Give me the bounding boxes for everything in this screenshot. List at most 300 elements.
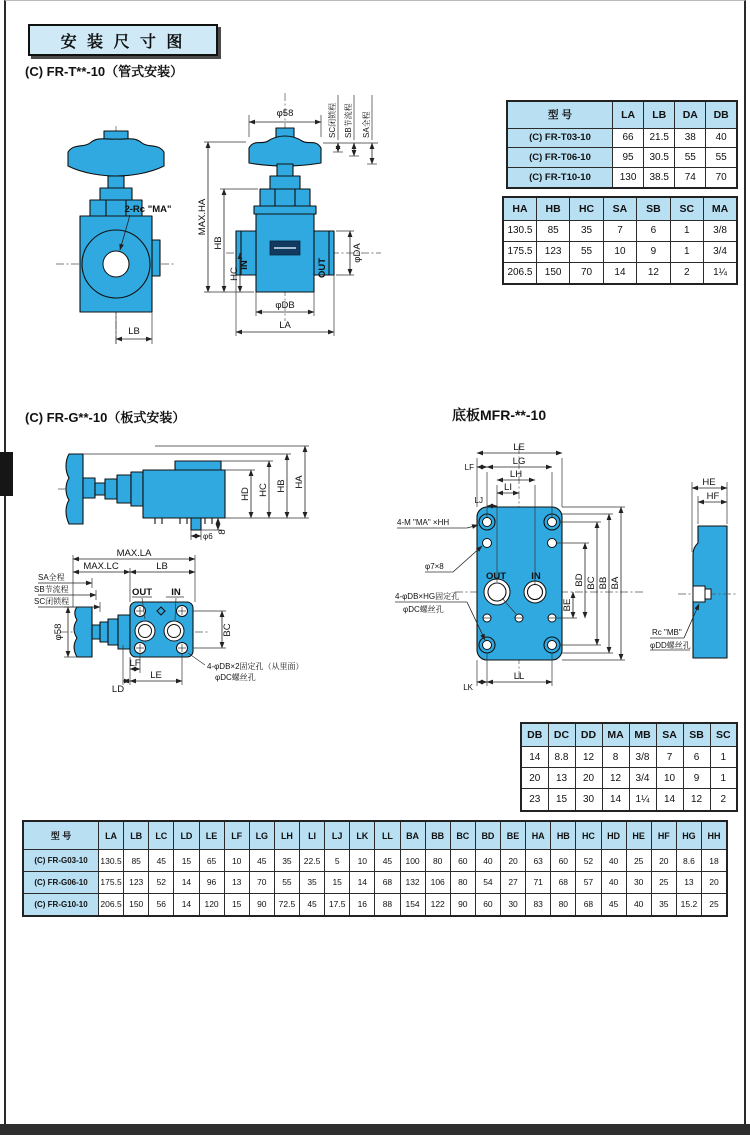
value-cell: 15 — [224, 893, 249, 916]
dim-label-la: LA — [279, 320, 291, 331]
dim-label-lk: LK — [463, 683, 473, 692]
fixing-hole-note-2: φDC螺丝孔 — [403, 605, 444, 614]
page-title — [28, 24, 218, 56]
value-cell: 74 — [675, 167, 706, 188]
column-header: HC — [576, 821, 601, 850]
value-cell: 95 — [613, 148, 644, 168]
stem-1 — [92, 625, 100, 639]
table-row — [23, 871, 727, 893]
stem-1 — [95, 483, 105, 495]
value-cell: 14 — [603, 262, 636, 284]
value-cell: 45 — [601, 893, 626, 916]
value-cell: 20 — [651, 850, 676, 872]
value-cell: 35 — [651, 893, 676, 916]
column-header: LB — [644, 101, 675, 128]
value-cell: 6 — [637, 220, 670, 241]
table-row — [521, 768, 737, 789]
stroke-label-sb: SB节流程 — [34, 585, 69, 594]
value-cell: 40 — [706, 128, 737, 148]
value-cell: 70 — [249, 871, 274, 893]
value-cell: 1¼ — [629, 789, 656, 811]
value-cell: 57 — [576, 871, 601, 893]
frt-model-table — [506, 100, 738, 189]
dim-label-8: 8 — [217, 529, 228, 535]
dim-label-ha: HA — [294, 475, 305, 489]
column-header: MB — [629, 723, 656, 747]
valve-body — [66, 454, 225, 530]
dim-label-ba: BA — [610, 576, 621, 590]
model-cell: (C) FR-T03-10 — [507, 128, 613, 148]
locating-pin — [191, 518, 201, 530]
column-header: HD — [601, 821, 626, 850]
value-cell: 14 — [174, 871, 199, 893]
value-cell: 120 — [199, 893, 224, 916]
value-cell: 40 — [626, 893, 651, 916]
value-cell: 80 — [450, 871, 475, 893]
table-row — [507, 167, 737, 188]
column-header: BA — [400, 821, 425, 850]
value-cell: 1 — [670, 220, 703, 241]
column-header: LA — [99, 821, 124, 850]
dim-label-bb: BB — [598, 576, 609, 590]
value-cell: 45 — [300, 893, 325, 916]
column-header: HG — [676, 821, 701, 850]
stem-3 — [117, 475, 131, 503]
column-header: SC — [670, 197, 703, 220]
port-thread-note: 2-Rc "MA" — [124, 204, 172, 215]
value-cell: 30 — [501, 893, 526, 916]
value-cell: 9 — [637, 241, 670, 262]
value-cell: 55 — [274, 871, 299, 893]
port-label-in: IN — [239, 260, 250, 270]
page-bottom-rule — [0, 1124, 750, 1135]
mfr-side-view-drawing — [650, 440, 742, 700]
value-cell: 122 — [425, 893, 450, 916]
column-header: LK — [350, 821, 375, 850]
column-header: 型 号 — [507, 101, 613, 128]
column-header: BD — [475, 821, 500, 850]
value-cell: 52 — [576, 850, 601, 872]
dim-label-be: BE — [562, 598, 573, 612]
stem — [108, 176, 124, 188]
value-cell: 154 — [400, 893, 425, 916]
column-header: HB — [551, 821, 576, 850]
column-header: LB — [124, 821, 149, 850]
value-cell: 14 — [602, 789, 629, 811]
value-cell: 130.5 — [503, 220, 536, 241]
mfr-dimension-table — [520, 722, 738, 812]
column-header: HC — [570, 197, 603, 220]
dim-label-d6: φ6 — [203, 532, 213, 541]
value-cell: 175.5 — [503, 241, 536, 262]
value-cell: 5 — [325, 850, 350, 872]
value-cell: 40 — [601, 871, 626, 893]
fixing-hole-note-1: 4-φDB×HG固定孔 — [395, 592, 460, 601]
value-cell: 14 — [656, 789, 683, 811]
dim-label-hb: HB — [213, 236, 224, 250]
data-table — [520, 722, 738, 812]
base-plate — [477, 507, 562, 660]
port-label-out: OUT — [317, 257, 328, 279]
stroke-label-sc: SC闭锁程 — [328, 102, 337, 138]
value-cell: 12 — [637, 262, 670, 284]
dim-label-he: HE — [702, 477, 716, 488]
value-cell: 12 — [575, 747, 602, 768]
column-header: LL — [375, 821, 400, 850]
value-cell: 54 — [475, 871, 500, 893]
stem-2 — [100, 622, 108, 642]
value-cell: 14 — [174, 893, 199, 916]
table-row — [503, 241, 737, 262]
value-cell: 68 — [375, 871, 400, 893]
column-header: SB — [637, 197, 670, 220]
pin-hole-note: φ7×8 — [425, 562, 444, 571]
column-header: LE — [199, 821, 224, 850]
fixing-hole-note-1: 4-φDB×2固定孔（从里面） — [207, 662, 304, 671]
lock-nut — [270, 176, 300, 189]
dim-label-hd: HD — [240, 487, 251, 501]
page-index-tab — [0, 452, 13, 496]
value-cell: 1¼ — [704, 262, 737, 284]
dim-label-maxha: MAX.HA — [197, 198, 208, 236]
value-cell: 1 — [710, 747, 737, 768]
value-cell: 85 — [124, 850, 149, 872]
value-cell: 65 — [199, 850, 224, 872]
value-cell: 72.5 — [274, 893, 299, 916]
value-cell: 100 — [400, 850, 425, 872]
handwheel — [249, 136, 321, 166]
section-heading-frt: (C) FR-T**-10（管式安装） — [25, 64, 184, 79]
dim-label-ld: LD — [111, 684, 125, 695]
value-cell: 20 — [501, 850, 526, 872]
table-row — [503, 262, 737, 284]
value-cell: 68 — [551, 871, 576, 893]
column-header: 型 号 — [23, 821, 99, 850]
value-cell: 8.6 — [676, 850, 701, 872]
dim-label-lj: LJ — [474, 496, 483, 505]
column-header: MA — [704, 197, 737, 220]
value-cell: 45 — [375, 850, 400, 872]
neck — [131, 472, 143, 506]
value-cell: 10 — [224, 850, 249, 872]
value-cell: 10 — [656, 768, 683, 789]
column-header: LJ — [325, 821, 350, 850]
value-cell: 3/8 — [704, 220, 737, 241]
stroke-label-sa: SA全程 — [38, 573, 65, 582]
table-row — [23, 850, 727, 872]
frt-side-view-drawing — [196, 85, 406, 347]
column-header: SA — [603, 197, 636, 220]
value-cell: 20 — [521, 768, 548, 789]
valve-body — [68, 131, 164, 312]
value-cell: 60 — [450, 850, 475, 872]
fixing-hole-note-2: φDC螺丝孔 — [215, 673, 256, 682]
column-header: DB — [521, 723, 548, 747]
value-cell: 18 — [702, 850, 728, 872]
value-cell: 12 — [602, 768, 629, 789]
port-label-out: OUT — [485, 571, 507, 582]
data-table — [506, 100, 738, 189]
column-header: HA — [526, 821, 551, 850]
value-cell: 1 — [670, 241, 703, 262]
model-cell: (C) FR-G03-10 — [23, 850, 99, 872]
frt-front-view-drawing — [28, 122, 198, 354]
dim-label-lh: LH — [509, 469, 523, 480]
dim-label-hf: HF — [706, 491, 720, 502]
value-cell: 30.5 — [644, 148, 675, 168]
value-cell: 13 — [548, 768, 575, 789]
column-header: DC — [548, 723, 575, 747]
dim-label-ll: LL — [513, 671, 525, 682]
data-table — [22, 820, 728, 917]
value-cell: 27 — [501, 871, 526, 893]
hex-section — [260, 189, 310, 206]
stud-thread-note: 4-M "MA" ×HH — [397, 518, 450, 527]
value-cell: 132 — [400, 871, 425, 893]
value-cell: 13 — [224, 871, 249, 893]
dim-label-lb: LB — [156, 561, 168, 572]
port-hole — [103, 251, 129, 277]
value-cell: 25 — [702, 893, 728, 916]
dim-label-bc: BC — [586, 576, 597, 590]
value-cell: 123 — [536, 241, 569, 262]
dim-label-lf: LF — [129, 658, 141, 669]
model-cell: (C) FR-G06-10 — [23, 871, 99, 893]
value-cell: 7 — [603, 220, 636, 241]
shoulder — [254, 206, 316, 214]
value-cell: 85 — [536, 220, 569, 241]
table-row — [521, 747, 737, 768]
value-cell: 9 — [683, 768, 710, 789]
dim-label-hc: HC — [258, 483, 269, 497]
column-header: HF — [651, 821, 676, 850]
dim-label-hc: HC — [229, 267, 240, 281]
dim-label-d58: φ58 — [53, 623, 64, 641]
stroke-label-sa: SA全程 — [362, 111, 371, 138]
dim-label-da: φDA — [352, 243, 363, 263]
value-cell: 10 — [350, 850, 375, 872]
body — [143, 470, 225, 518]
table-row — [521, 789, 737, 811]
value-cell: 60 — [551, 850, 576, 872]
value-cell: 30 — [575, 789, 602, 811]
value-cell: 16 — [350, 893, 375, 916]
column-header: LD — [174, 821, 199, 850]
dim-label-lf: LF — [464, 463, 474, 472]
value-cell: 40 — [475, 850, 500, 872]
model-cell: (C) FR-T10-10 — [507, 167, 613, 188]
value-cell: 38.5 — [644, 167, 675, 188]
value-cell: 60 — [475, 893, 500, 916]
column-header: LI — [300, 821, 325, 850]
dim-label-li: LI — [504, 482, 512, 493]
value-cell: 3/8 — [629, 747, 656, 768]
column-header: SC — [710, 723, 737, 747]
value-cell: 17.5 — [325, 893, 350, 916]
model-cell: (C) FR-G10-10 — [23, 893, 99, 916]
frg-bottom-view-drawing — [30, 545, 345, 715]
mfr-top-view-drawing — [395, 440, 645, 705]
lock-nut — [100, 188, 132, 200]
dim-label-db: φDB — [275, 300, 295, 311]
dim-label-bc: BC — [222, 623, 233, 637]
value-cell: 15.2 — [676, 893, 701, 916]
value-cell: 30 — [626, 871, 651, 893]
value-cell: 12 — [683, 789, 710, 811]
dim-label-maxlc: MAX.LC — [83, 561, 119, 572]
value-cell: 90 — [249, 893, 274, 916]
column-header: DB — [706, 101, 737, 128]
column-header: LH — [274, 821, 299, 850]
value-cell: 150 — [124, 893, 149, 916]
dim-label-le: LE — [150, 670, 162, 681]
model-cell: (C) FR-T06-10 — [507, 148, 613, 168]
column-header: HH — [702, 821, 728, 850]
value-cell: 14 — [350, 871, 375, 893]
value-cell: 35 — [274, 850, 299, 872]
dim-label-d58: φ58 — [276, 108, 294, 119]
value-cell: 206.5 — [503, 262, 536, 284]
port-label-in: IN — [531, 571, 541, 582]
section-heading-mfr: 底板MFR-**-10 — [452, 407, 547, 423]
stem-3 — [108, 619, 118, 645]
frg-side-view-drawing — [55, 436, 320, 561]
handwheel — [68, 139, 164, 176]
column-header: LA — [613, 101, 644, 128]
value-cell: 70 — [570, 262, 603, 284]
value-cell: 88 — [375, 893, 400, 916]
value-cell: 25 — [626, 850, 651, 872]
stem-2 — [105, 479, 117, 499]
value-cell: 23 — [521, 789, 548, 811]
value-cell: 90 — [450, 893, 475, 916]
value-cell: 21.5 — [644, 128, 675, 148]
frt-dimension-table — [502, 196, 738, 285]
value-cell: 10 — [603, 241, 636, 262]
table-row — [507, 128, 737, 148]
header-row — [521, 723, 737, 747]
value-cell: 15 — [325, 871, 350, 893]
dim-label-le: LE — [513, 442, 525, 453]
side-tab — [152, 240, 160, 276]
stroke-label-sb: SB节流程 — [344, 103, 353, 138]
table-row — [503, 220, 737, 241]
value-cell: 22.5 — [300, 850, 325, 872]
column-header: BE — [501, 821, 526, 850]
value-cell: 35 — [570, 220, 603, 241]
frg-dimension-table — [22, 820, 728, 917]
value-cell: 70 — [706, 167, 737, 188]
value-cell: 71 — [526, 871, 551, 893]
column-header: DD — [575, 723, 602, 747]
value-cell: 56 — [149, 893, 174, 916]
dim-label-lb: LB — [128, 326, 140, 337]
value-cell: 8.8 — [548, 747, 575, 768]
value-cell: 2 — [710, 789, 737, 811]
neck — [118, 615, 130, 649]
value-cell: 45 — [149, 850, 174, 872]
stem — [277, 164, 293, 176]
column-header: HE — [626, 821, 651, 850]
knob-hub — [83, 478, 95, 498]
top-step — [175, 461, 221, 470]
value-cell: 83 — [526, 893, 551, 916]
value-cell: 80 — [425, 850, 450, 872]
value-cell: 68 — [576, 893, 601, 916]
header-row — [23, 821, 727, 850]
column-header: BC — [450, 821, 475, 850]
value-cell: 15 — [548, 789, 575, 811]
section-heading-frg: (C) FR-G**-10（板式安装） — [25, 410, 186, 425]
value-cell: 40 — [601, 850, 626, 872]
table-row — [507, 148, 737, 168]
value-cell: 52 — [149, 871, 174, 893]
data-table — [502, 196, 738, 285]
value-cell: 7 — [656, 747, 683, 768]
value-cell: 38 — [675, 128, 706, 148]
value-cell: 130 — [613, 167, 644, 188]
table-row — [23, 893, 727, 916]
port-label-in: IN — [171, 587, 181, 598]
dim-label-bd: BD — [574, 573, 585, 587]
value-cell: 150 — [536, 262, 569, 284]
value-cell: 14 — [521, 747, 548, 768]
port-label-out: OUT — [131, 587, 153, 598]
column-header: HA — [503, 197, 536, 220]
value-cell: 96 — [199, 871, 224, 893]
value-cell: 20 — [702, 871, 728, 893]
value-cell: 130.5 — [99, 850, 124, 872]
value-cell: 6 — [683, 747, 710, 768]
header-row — [507, 101, 737, 128]
handwheel — [74, 607, 92, 657]
value-cell: 55 — [706, 148, 737, 168]
dim-label-hb: HB — [276, 479, 287, 493]
dim-label-maxla: MAX.LA — [116, 548, 152, 559]
value-cell: 55 — [675, 148, 706, 168]
value-cell: 123 — [124, 871, 149, 893]
column-header: LF — [224, 821, 249, 850]
value-cell: 80 — [551, 893, 576, 916]
value-cell: 45 — [249, 850, 274, 872]
column-header: SA — [656, 723, 683, 747]
column-header: DA — [675, 101, 706, 128]
column-header: MA — [602, 723, 629, 747]
value-cell: 66 — [613, 128, 644, 148]
column-header: LC — [149, 821, 174, 850]
value-cell: 1 — [710, 768, 737, 789]
header-row — [503, 197, 737, 220]
column-header: SB — [683, 723, 710, 747]
dim-label-lg: LG — [512, 456, 526, 467]
column-header: BB — [425, 821, 450, 850]
value-cell: 20 — [575, 768, 602, 789]
value-cell: 206.5 — [99, 893, 124, 916]
tap-hole-note: φDD螺丝孔 — [650, 641, 691, 650]
value-cell: 15 — [174, 850, 199, 872]
column-header: LG — [249, 821, 274, 850]
value-cell: 106 — [425, 871, 450, 893]
value-cell: 55 — [570, 241, 603, 262]
stroke-label-sc: SC闭锁程 — [34, 597, 70, 606]
value-cell: 35 — [300, 871, 325, 893]
value-cell: 8 — [602, 747, 629, 768]
value-cell: 175.5 — [99, 871, 124, 893]
page-title-text: 安 装 尺 寸 图 — [60, 33, 186, 51]
handwheel — [66, 454, 83, 524]
value-cell: 2 — [670, 262, 703, 284]
value-cell: 13 — [676, 871, 701, 893]
